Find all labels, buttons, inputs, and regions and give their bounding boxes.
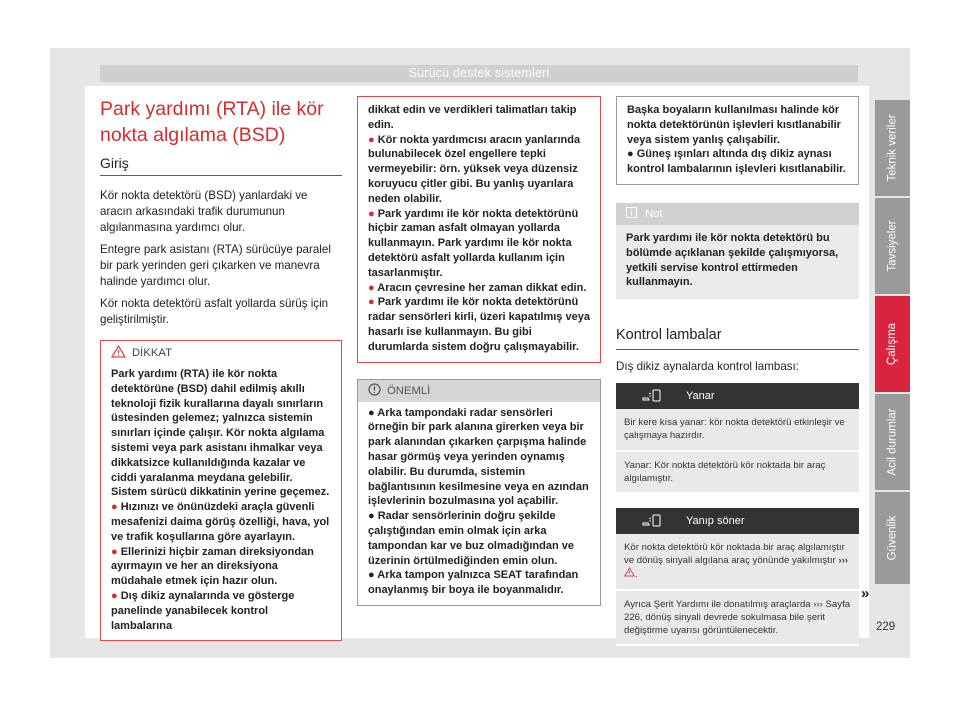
list-item: ● Arka tampondaki radar sensörleri örneğin bir park alanına girerken veya bir park alanından çıkarken çarpışma halinde hasar görmüş veya yerinden oynamış olabilir. Bu durumda, sistemin bağlantısının kesilmesine veya en azından işlevlerinin bozulmasına yol açabilir. [368, 406, 589, 508]
section-title: Kontrol lambalar [616, 327, 722, 344]
note-box [616, 203, 859, 299]
important-label: ÖNEMLİ [387, 385, 431, 398]
info-circle-icon [368, 383, 381, 399]
list-item: ● Güneş ışınları altında dış dikiz aynası kontrol lambalarının işlevleri kısıtlanabilir. [627, 148, 846, 176]
paragraph: Entegre park asistanı (RTA) sürücüye paralel bir park yerinden geri çıkarken ve manevra halinde yardımcı olur. [100, 243, 331, 288]
title-line-2: nokta algılama (BSD) [100, 124, 286, 146]
divider [616, 349, 859, 350]
continue-arrow[interactable]: » [861, 585, 870, 602]
subtitle: Giriş [100, 155, 129, 171]
warning-triangle-icon [624, 569, 635, 580]
lamp-table-steady [616, 383, 859, 494]
list-item: ● Ellerinizi hiçbir zaman direksiyondan ayırmayın ve her an direksiyona müdahale etmek için hazır olun. [111, 545, 314, 588]
page-title [100, 96, 342, 148]
section-header: Sürücü destek sistemleri [100, 65, 858, 82]
note-info-icon [626, 207, 637, 221]
warning-body [101, 363, 341, 640]
list-item: ● Aracın çevresine her zaman dikkat edin. [368, 281, 587, 294]
lamp-header [616, 508, 859, 534]
important-body-continued [617, 97, 858, 184]
lamp-header [616, 383, 859, 409]
paragraph: Kör nokta detektörü asfalt yollarda sürüş için geliştirilmiştir. [100, 297, 329, 326]
tab-calisma[interactable]: Çalışma [875, 296, 910, 392]
title-line-1: Park yardımı (RTA) ile kör [100, 98, 324, 120]
tab-acil-durumlar[interactable]: Acil durumlar [875, 394, 910, 490]
note-header [616, 203, 859, 225]
list-item: ● Kör nokta yardımcısı aracın yanlarında bulunabilecek özel engellere tepki vermeyebilir: örn. yüksek veya düzensiz koruyucu çitler gibi. Bu yanlış uyarılara neden olabilir. [368, 133, 581, 205]
mirror-lamp-icon [616, 389, 686, 403]
lamp-state: Yanar [686, 390, 715, 403]
warning-header [101, 341, 341, 363]
important-body [358, 402, 600, 605]
list-item: ● Radar sensörlerinin doğru şekilde çalıştığından emin olmak için arka tampondan kar ve buz olmadığından ve üzerinin örtülmediğinden emin olun. [368, 510, 574, 567]
lamp-state: Yanıp söner [686, 514, 745, 527]
lamp-row: Kör nokta detektörü kör noktada bir araç algılamıştır ve dönüş sinyali algılana araç yönünde yakılmıştır ››› . [616, 534, 859, 591]
warning-triangle-icon [111, 345, 126, 361]
lamp-row: Bir kere kısa yanar: kör nokta detektörü etkinleşir ve çalışmaya hazırdır. [616, 409, 859, 451]
list-item: ● Dış dikiz aynalarında ve gösterge panelinde yanabilecek kontrol lambalarına [111, 589, 295, 632]
lamp-row: Yanar: Kör nokta detektörü kör noktada bir araç algılamıştır. [616, 452, 859, 494]
mirror-lamp-icon [616, 514, 686, 528]
warning-box-continued [357, 96, 601, 363]
lamp-row: Ayrıca Şerit Yardımı ile donatılmış araçlarda ››› Sayfa 226, dönüş sinyali devrede sokulmasa bile şerit değiştirme uyarısı görüntülenecektir. [616, 591, 859, 647]
warning-box [100, 340, 342, 641]
warning-intro: Park yardımı (RTA) ile kör nokta detektörüne (BSD) dahil edilmiş akıllı teknoloji fizik kurallarına dayalı sınırların üstesinden gelemez; yalnızca sistemin sınırları içinde çalışır. Kör nokta algılama sistemi veya park asistanı ihmalkar veya dikkatsizce kullanıldığında kazalar ve ciddi yaralanma meydana gelebilir. Sistem sürücü dikkatinin yerine geçemez. [111, 368, 330, 499]
tab-guvenlik[interactable]: Güvenlik [875, 492, 910, 584]
list-item: ● Park yardımı ile kör nokta detektörünü hiçbir zaman asfalt olmayan yollarda kullanmayın. Park yardımı ile kör nokta detektörü asfalt yollarda kullanım için tasarlanmıştır. [368, 207, 579, 279]
important-box-continued [616, 96, 859, 185]
note-body: Park yardımı ile kör nokta detektörü bu bölümde açıklanan şekilde çalışmıyorsa, yetkili servise kontrol ettirmeden kullanmayın. [616, 225, 859, 299]
page-number: 229 [876, 621, 896, 633]
column-1 [100, 96, 342, 641]
important-intro: Başka boyaların kullanılması halinde kör nokta detektörünün işlevleri kısıtlanabilir veya sistem yanlış çalışabilir. [627, 104, 841, 146]
important-box [357, 379, 601, 606]
tab-tavsiyeler[interactable]: Tavsiyeler [875, 198, 910, 294]
tab-teknik-veriler[interactable]: Teknik veriler [875, 100, 910, 196]
column-3 [616, 96, 859, 646]
warning-intro: dikkat edin ve verdikleri talimatları takip edin. [368, 104, 577, 131]
paragraph: Kör nokta detektörü (BSD) yanlardaki ve aracın arkasındaki trafik durumunun algılanmasına yardımcı olur. [100, 189, 308, 234]
divider [100, 175, 342, 176]
warning-label: DİKKAT [132, 346, 172, 359]
lamps-heading: Dış dikiz aynalarda kontrol lambası: [616, 360, 800, 374]
column-2 [357, 96, 601, 606]
list-item: ● Arka tampon yalnızca SEAT tarafından onaylanmış bir boya ile boyanmalıdır. [368, 569, 579, 597]
reference-arrow[interactable]: ››› [838, 555, 848, 567]
list-item: ● Park yardımı ile kör nokta detektörünü radar sensörleri kirli, üzeri kapatılmış veya hasarlı ise kullanmayın. Bu gibi durumlarda sistem doğru çalışmayabilir. [368, 296, 590, 353]
important-header [358, 380, 600, 402]
note-label: Not [645, 207, 663, 220]
lamp-table-flashing [616, 508, 859, 646]
warning-body-continued [358, 97, 600, 362]
list-item: ● Hızınızı ve önünüzdeki araçla güvenli mesafenizi daima görüş özelliği, hava, yol ve trafik koşullarına göre ayarlayın. [111, 501, 330, 543]
